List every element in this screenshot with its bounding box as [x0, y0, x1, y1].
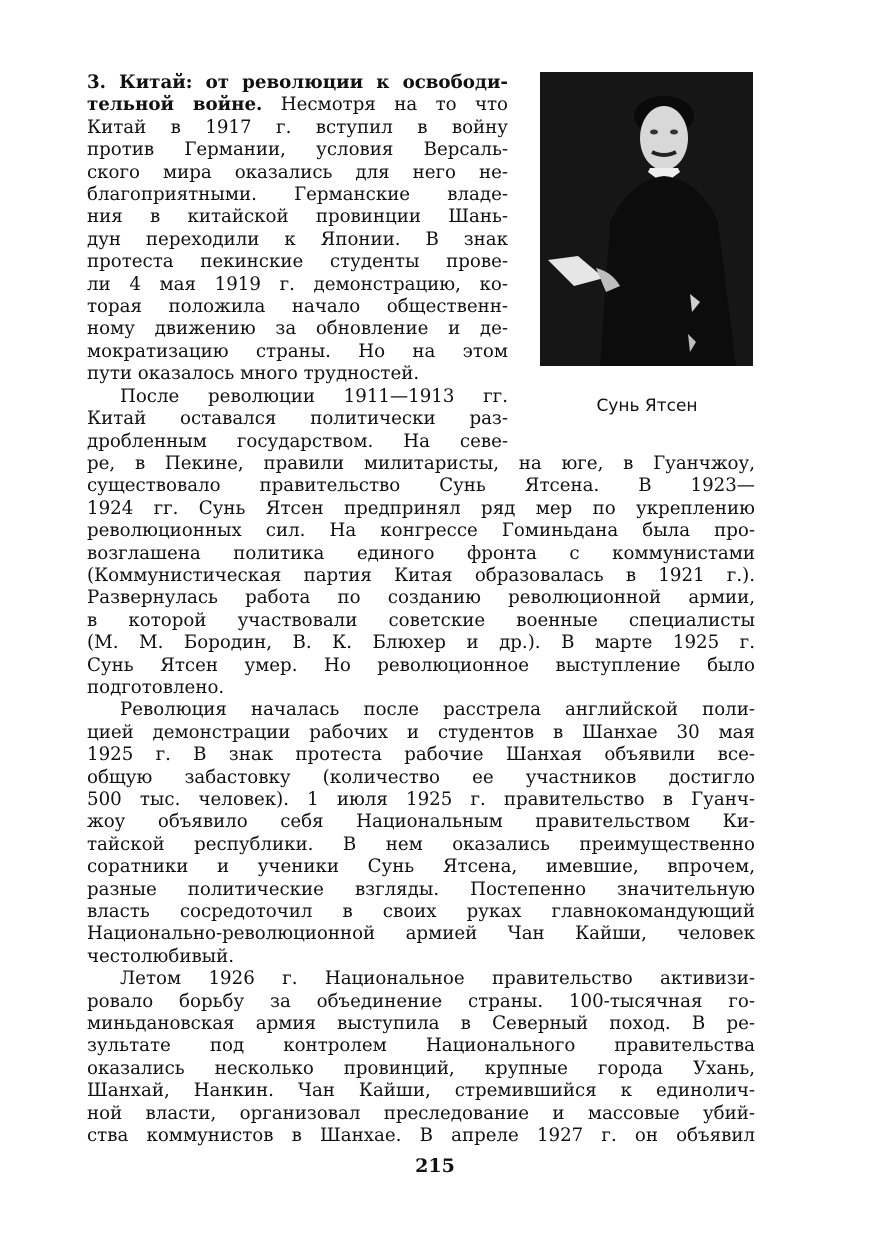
paragraph-2-line: 1924 гг. Сунь Ятсен предпринял ряд мер по укреплению [87, 497, 755, 519]
paragraph-2-line: Развернулась работа по созданию революционной армии, [87, 587, 755, 609]
paragraph-4-line: Летом 1926 г. Национальное правительство активизи- [120, 968, 755, 990]
paragraph-2-line: существовало правительство Сунь Ятсена. В 1923— [87, 475, 755, 497]
paragraph-1-line: ния в китайской провинции Шань- [87, 206, 508, 228]
section-heading: 3. Китай: от революции к освободи- [87, 72, 508, 93]
paragraph-3-line: 1925 г. В знак протеста рабочие Шанхая объявили все- [87, 744, 755, 766]
paragraph-3-line: честолюбивый. [87, 945, 235, 967]
paragraph-3-line: власть сосредоточил в своих руках главнокомандующий [87, 901, 755, 923]
paragraph-1-line: пути оказалось много трудностей. [87, 363, 420, 385]
paragraph-2-line: (М. М. Бородин, В. К. Блюхер и др.). В марте 1925 г. [87, 632, 755, 654]
paragraph-1-line: дун переходили к Японии. В знак [87, 228, 508, 250]
paragraph-1-line: благоприятными. Германские владе- [87, 184, 508, 206]
paragraph-3-line: тайской республики. В нем оказались преимущественно [87, 833, 755, 855]
paragraph-1-line: ли 4 мая 1919 г. демонстрацию, ко- [87, 273, 508, 295]
paragraph-4-line: зультате под контролем Национального правительства [87, 1035, 755, 1057]
paragraph-3-line: общую забастовку (количество ее участников достигло [87, 766, 755, 788]
paragraph-3-line: цией демонстрации рабочих и студентов в Шанхае 30 мая [87, 721, 755, 743]
paragraph-1-line: ному движению за обновление и де- [87, 318, 508, 340]
paragraph-3-line: соратники и ученики Сунь Ятсена, имевшие, впрочем, [87, 856, 755, 878]
paragraph-1-start: Несмотря на то что [262, 94, 508, 116]
page-number: 215 [415, 1155, 455, 1177]
paragraph-4-line: миньдановская армия выступила в Северный поход. В ре- [87, 1013, 755, 1035]
paragraph-4-line: ства коммунистов в Шанхае. В апреле 1927 г. он объявил [87, 1125, 755, 1147]
paragraph-2-line: подготовлено. [87, 676, 225, 698]
paragraph-4-line: ной власти, организовал преследование и массовые убий- [87, 1102, 755, 1124]
paragraph-2-line: дробленным государством. На севе- [87, 430, 508, 452]
paragraph-1-line: мократизацию страны. Но на этом [87, 340, 508, 362]
paragraph-3-line: Революция началась после расстрела английской поли- [120, 699, 755, 721]
paragraph-2-line: Сунь Ятсен умер. Но революционное выступление было [87, 654, 755, 676]
narrow-column-text [87, 72, 508, 453]
paragraph-2-line: После революции 1911—1913 гг. [120, 385, 508, 407]
paragraph-1-line: против Германии, условия Версаль- [87, 139, 508, 161]
paragraph-3-line: жоу объявило себя Национальным правительством Ки- [87, 811, 755, 833]
paragraph-2-line: ре, в Пекине, правили милитаристы, на юге, в Гуанчжоу, [87, 452, 755, 474]
paragraph-1-line: ского мира оказались для него не- [87, 161, 508, 183]
paragraph-1-line: протеста пекинские студенты прове- [87, 251, 508, 273]
paragraph-4-line: оказались несколько провинций, крупные города Ухань, [87, 1057, 755, 1079]
paragraph-1-line: Китай в 1917 г. вступил в войну [87, 116, 508, 138]
paragraph-2-line: в которой участвовали советские военные специалисты [87, 609, 755, 631]
main-text [87, 72, 755, 1148]
section-heading-line-2 [87, 94, 508, 116]
paragraph-4-line: ровало борьбу за объединение страны. 100-тысячная го- [87, 990, 755, 1012]
paragraph-2-line: (Коммунистическая партия Китая образовалась в 1921 г.). [87, 564, 755, 586]
paragraph-2-line: Китай оставался политически раз- [87, 408, 508, 430]
paragraph-1-line: торая положила начало общественн- [87, 296, 508, 318]
paragraph-4-line: Шанхай, Нанкин. Чан Кайши, стремившийся к единолич- [87, 1080, 755, 1102]
paragraph-3-line: Национально-революционной армией Чан Кайши, человек [87, 923, 755, 945]
full-width-text [87, 453, 755, 1148]
paragraph-3-line: разные политические взгляды. Постепенно значительную [87, 878, 755, 900]
paragraph-2-line: возглашена политика единого фронта с коммунистами [87, 542, 755, 564]
paragraph-2-line: революционных сил. На конгрессе Гоминьдана была про- [87, 520, 755, 542]
section-heading-cont: тельной войне. [87, 94, 263, 116]
section-heading-line-1 [87, 72, 508, 94]
portrait-caption: Сунь Ятсен [596, 396, 698, 416]
paragraph-3-line: 500 тыс. человек). 1 июля 1925 г. правительство в Гуанч- [87, 789, 755, 810]
